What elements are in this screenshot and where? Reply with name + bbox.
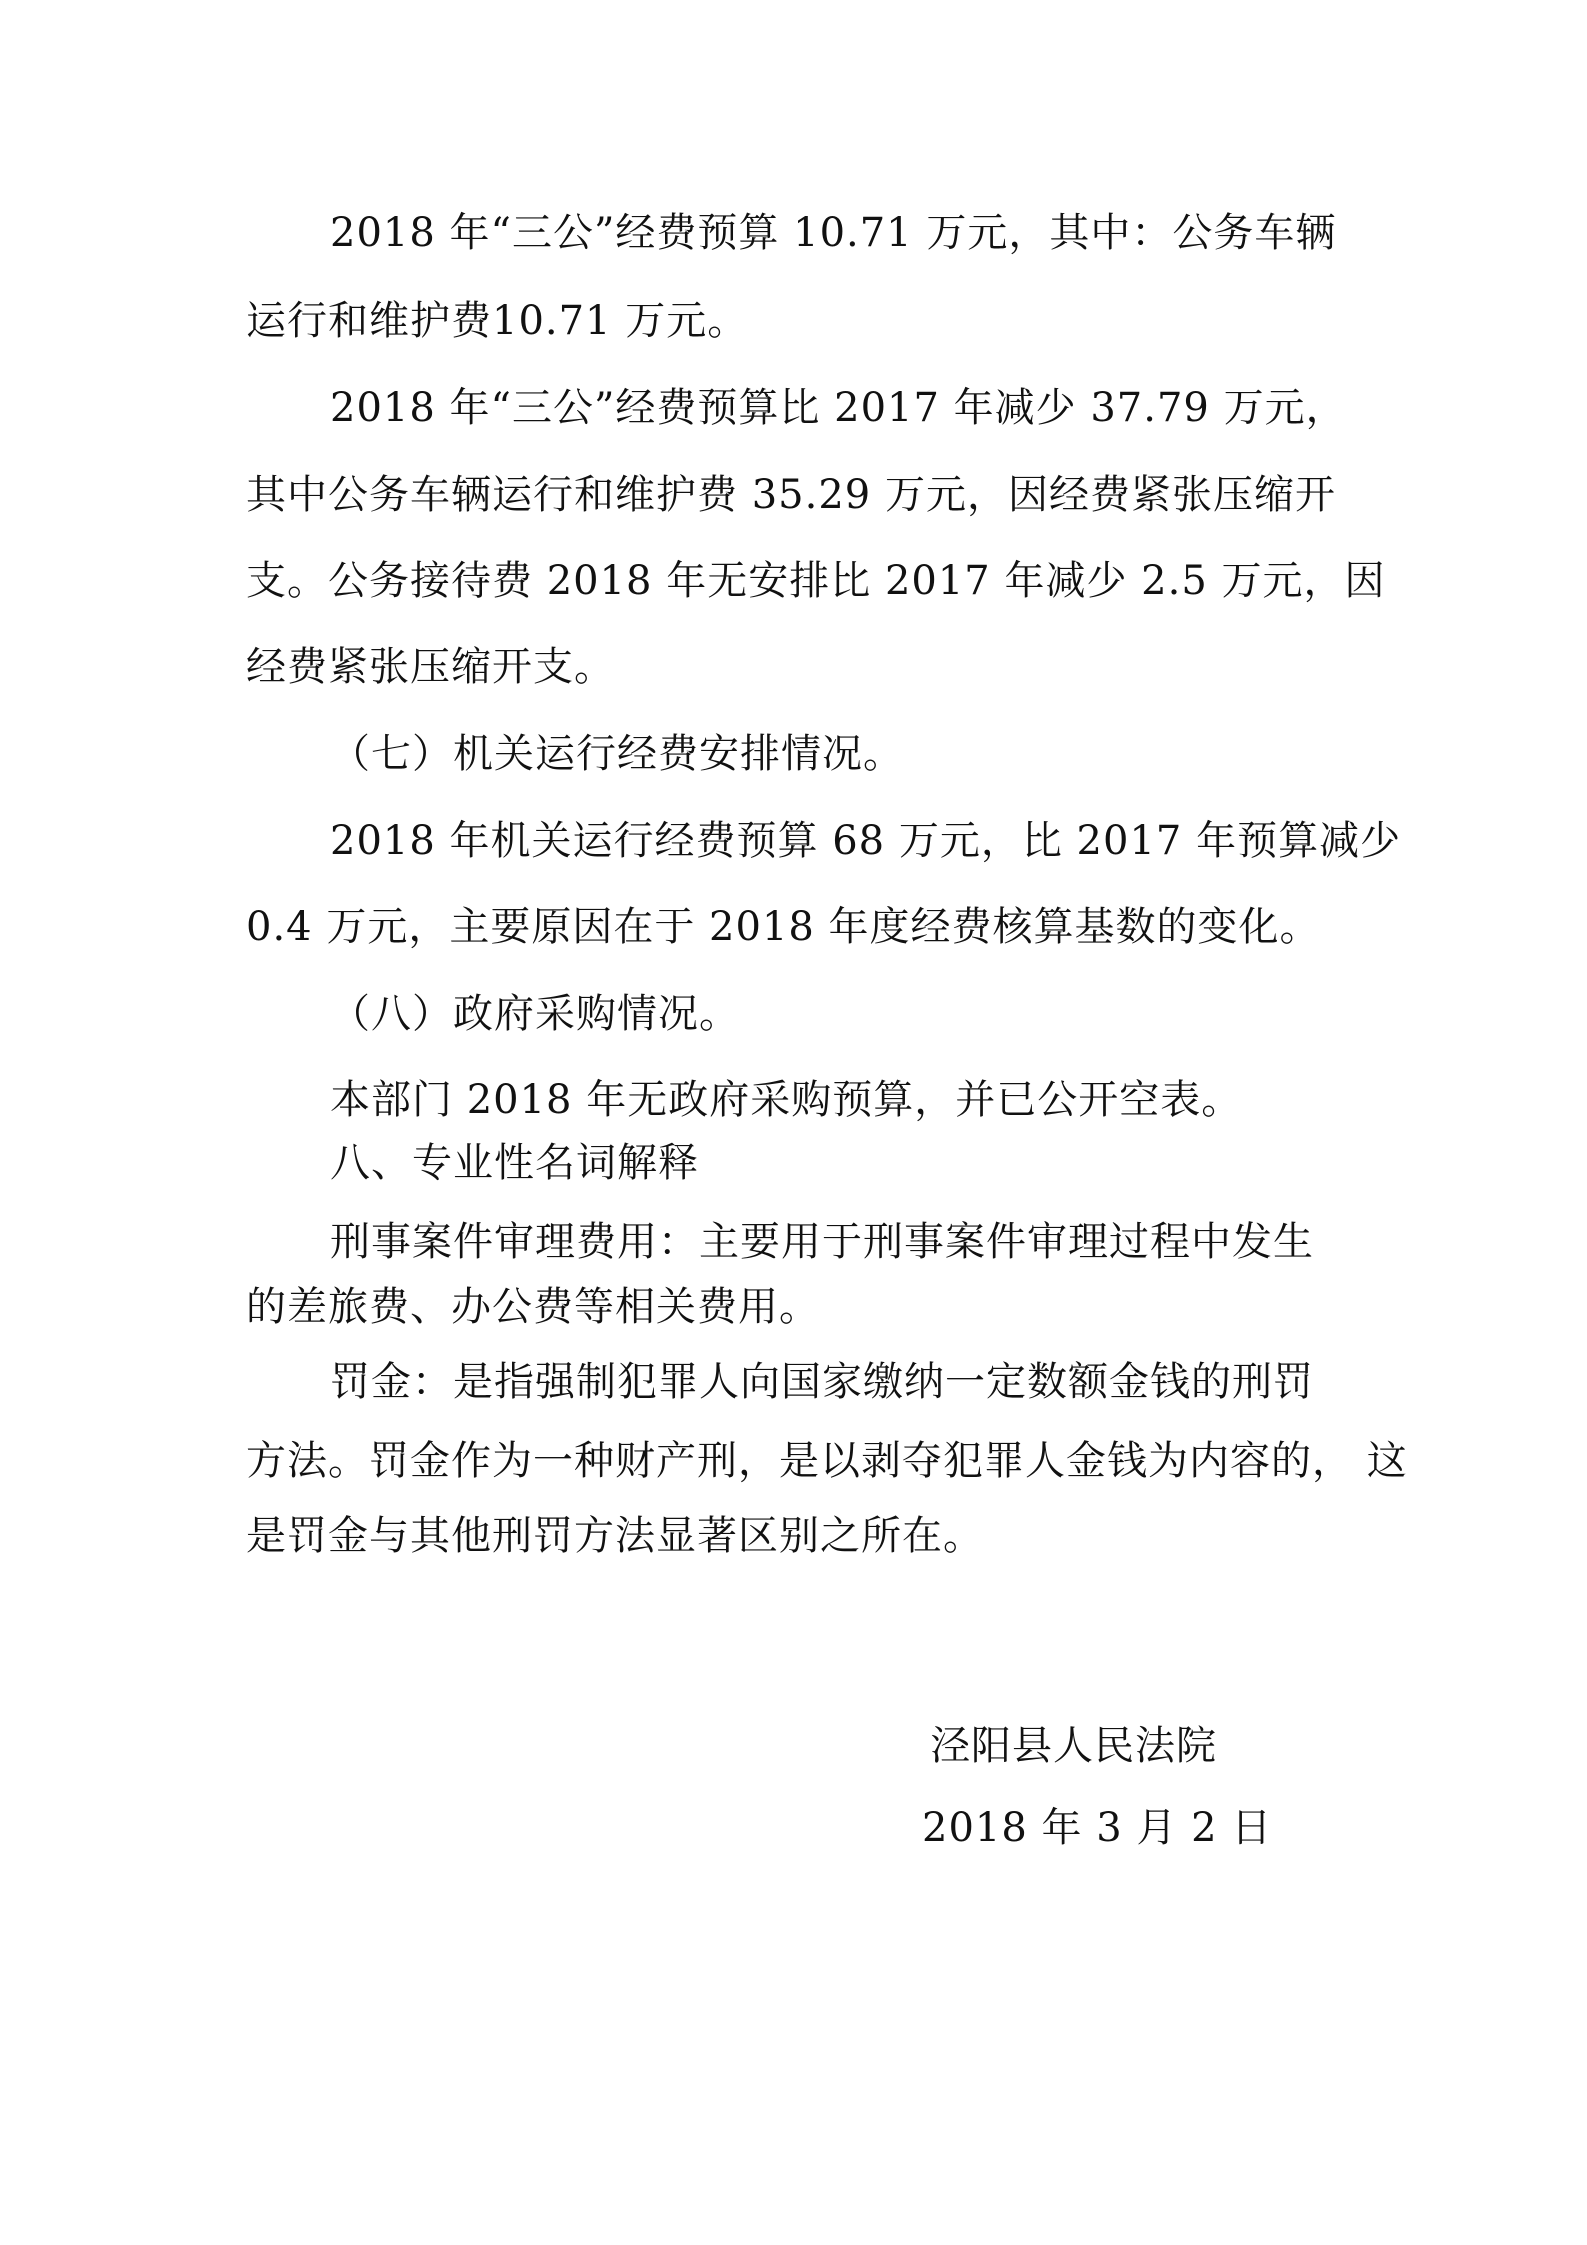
paragraph-line: 的差旅费、办公费等相关费用。 xyxy=(246,1284,820,1330)
paragraph-line: 本部门 2018 年无政府采购预算，并已公开空表。 xyxy=(330,1077,1243,1123)
paragraph-line: 2018 年“三公”经费预算 10.71 万元，其中：公务车辆 xyxy=(330,210,1337,256)
section-heading: 八、专业性名词解释 xyxy=(330,1140,699,1186)
paragraph-line: 运行和维护费10.71 万元。 xyxy=(246,298,749,344)
section-heading: （八）政府采购情况。 xyxy=(330,991,740,1037)
paragraph-line: 支。公务接待费 2018 年无安排比 2017 年减少 2.5 万元，因 xyxy=(246,558,1386,604)
paragraph-line: 刑事案件审理费用：主要用于刑事案件审理过程中发生 xyxy=(330,1219,1314,1265)
paragraph-line: 2018 年机关运行经费预算 68 万元，比 2017 年预算减少 xyxy=(330,818,1402,864)
signature-organization: 泾阳县人民法院 xyxy=(930,1723,1217,1769)
paragraph-line: 其中公务车辆运行和维护费 35.29 万元，因经费紧张压缩开 xyxy=(246,472,1336,518)
paragraph-line: 罚金：是指强制犯罪人向国家缴纳一定数额金钱的刑罚 xyxy=(330,1359,1314,1405)
section-heading: （七）机关运行经费安排情况。 xyxy=(330,731,904,777)
paragraph-line: 2018 年“三公”经费预算比 2017 年减少 37.79 万元， xyxy=(330,385,1347,431)
paragraph-line: 经费紧张压缩开支。 xyxy=(246,644,615,690)
paragraph-line: 是罚金与其他刑罚方法显著区别之所在。 xyxy=(246,1513,984,1559)
signature-date: 2018 年 3 月 2 日 xyxy=(922,1805,1273,1851)
paragraph-line: 方法。罚金作为一种财产刑，是以剥夺犯罪人金钱为内容的， 这 xyxy=(246,1438,1408,1484)
paragraph-line: 0.4 万元，主要原因在于 2018 年度经费核算基数的变化。 xyxy=(246,904,1321,950)
